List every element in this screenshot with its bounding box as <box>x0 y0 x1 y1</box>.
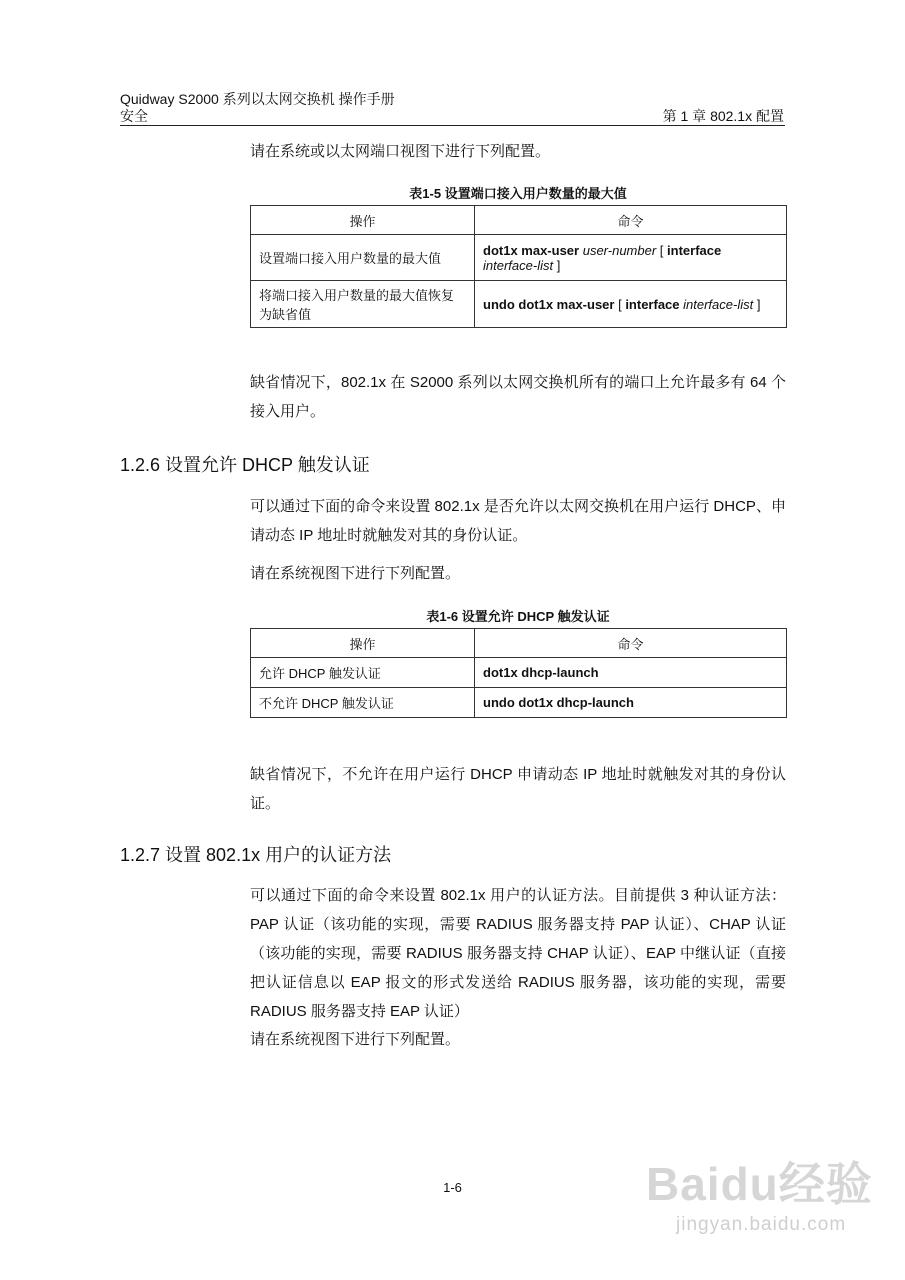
table-row <box>251 658 787 688</box>
table-row <box>251 281 787 328</box>
command-bracket: ] <box>753 296 761 312</box>
command-keyword: undo dot1x dhcp-launch <box>483 695 634 710</box>
table-row <box>251 688 787 718</box>
command-keyword: dot1x dhcp-launch <box>483 665 599 680</box>
operation-cell: 不允许 DHCP 触发认证 <box>251 688 475 718</box>
table-row <box>251 235 787 281</box>
section-1-2-6-paragraph: 可以通过下面的命令来设置 802.1x 是否允许以太网交换机在用户运行 DHCP、申请动态 IP 地址时就触发对其的身份认证。 <box>250 498 786 544</box>
column-header-command: 命令 <box>475 206 787 235</box>
default-paragraph-2: 缺省情况下，不允许在用户运行 DHCP 申请动态 IP 地址时就触发对其的身份认证。 <box>250 766 786 812</box>
section-heading-1-2-7: 1.2.7 设置 802.1x 用户的认证方法 <box>120 845 392 865</box>
section-1-2-6-instruction: 请在系统视图下进行下列配置。 <box>250 565 461 582</box>
table-1-5-caption: 表1-5 设置端口接入用户数量的最大值 <box>409 186 627 201</box>
table-header-row <box>251 206 787 235</box>
section-heading-1-2-6: 1.2.6 设置允许 DHCP 触发认证 <box>120 455 370 475</box>
table-1-5 <box>250 205 787 328</box>
section-1-2-7-paragraph: 可以通过下面的命令来设置 802.1x 用户的认证方法。目前提供 3 种认证方法：PAP 认证（该功能的实现，需要 RADIUS 服务器支持 PAP 认证）、CHAP 认证（该功能的实现，需要 RADIUS 服务器支持 CHAP 认证）、EAP 中继认证（直接把认证信息以 EAP 报文的形式发送给 RADIUS 服务器，该功能的实现，需要 RADIUS 服务器支持 EAP 认证） <box>250 887 786 1020</box>
command-argument: interface-list <box>483 257 554 273</box>
column-header-operation: 操作 <box>251 629 475 658</box>
command-keyword: interface <box>667 242 722 258</box>
baidu-watermark <box>640 1130 880 1250</box>
command-keyword: interface <box>625 296 680 312</box>
page-number: 1-6 <box>443 1180 462 1195</box>
section-1-2-7-instruction: 请在系统视图下进行下列配置。 <box>250 1031 461 1048</box>
header-divider <box>120 125 785 126</box>
command-argument: interface-list <box>683 296 754 312</box>
header-section: 安全 <box>120 108 148 124</box>
column-header-command: 命令 <box>475 629 787 658</box>
command-cell <box>475 658 787 688</box>
command-keyword: undo dot1x max-user <box>483 296 615 312</box>
watermark-url: jingyan.baidu.com <box>676 1214 847 1235</box>
command-bracket: ] <box>553 257 561 273</box>
operation-cell: 允许 DHCP 触发认证 <box>251 658 475 688</box>
table-header-row <box>251 629 787 658</box>
intro-paragraph: 请在系统或以太网端口视图下进行下列配置。 <box>250 143 551 160</box>
command-argument: user-number <box>582 242 657 258</box>
table-1-6-caption: 表1-6 设置允许 DHCP 触发认证 <box>426 609 610 624</box>
default-paragraph-1: 缺省情况下，802.1x 在 S2000 系列以太网交换机所有的端口上允许最多有 64 个接入用户。 <box>250 374 786 420</box>
command-cell <box>475 235 787 281</box>
operation-cell: 将端口接入用户数量的最大值恢复为缺省值 <box>251 281 475 328</box>
command-cell <box>475 281 787 328</box>
header-bar <box>120 107 784 125</box>
command-keyword: dot1x max-user <box>483 242 580 258</box>
command-bracket: [ <box>656 242 668 258</box>
operation-cell: 设置端口接入用户数量的最大值 <box>251 235 475 281</box>
command-cell <box>475 688 787 718</box>
table-1-6 <box>250 628 787 718</box>
watermark-logo: Baidu经验 <box>646 1158 873 1210</box>
column-header-operation: 操作 <box>251 206 475 235</box>
command-bracket: [ <box>614 296 626 312</box>
header-title: Quidway S2000 系列以太网交换机 操作手册 <box>120 91 395 107</box>
header-chapter: 第 1 章 802.1x 配置 <box>662 108 784 124</box>
